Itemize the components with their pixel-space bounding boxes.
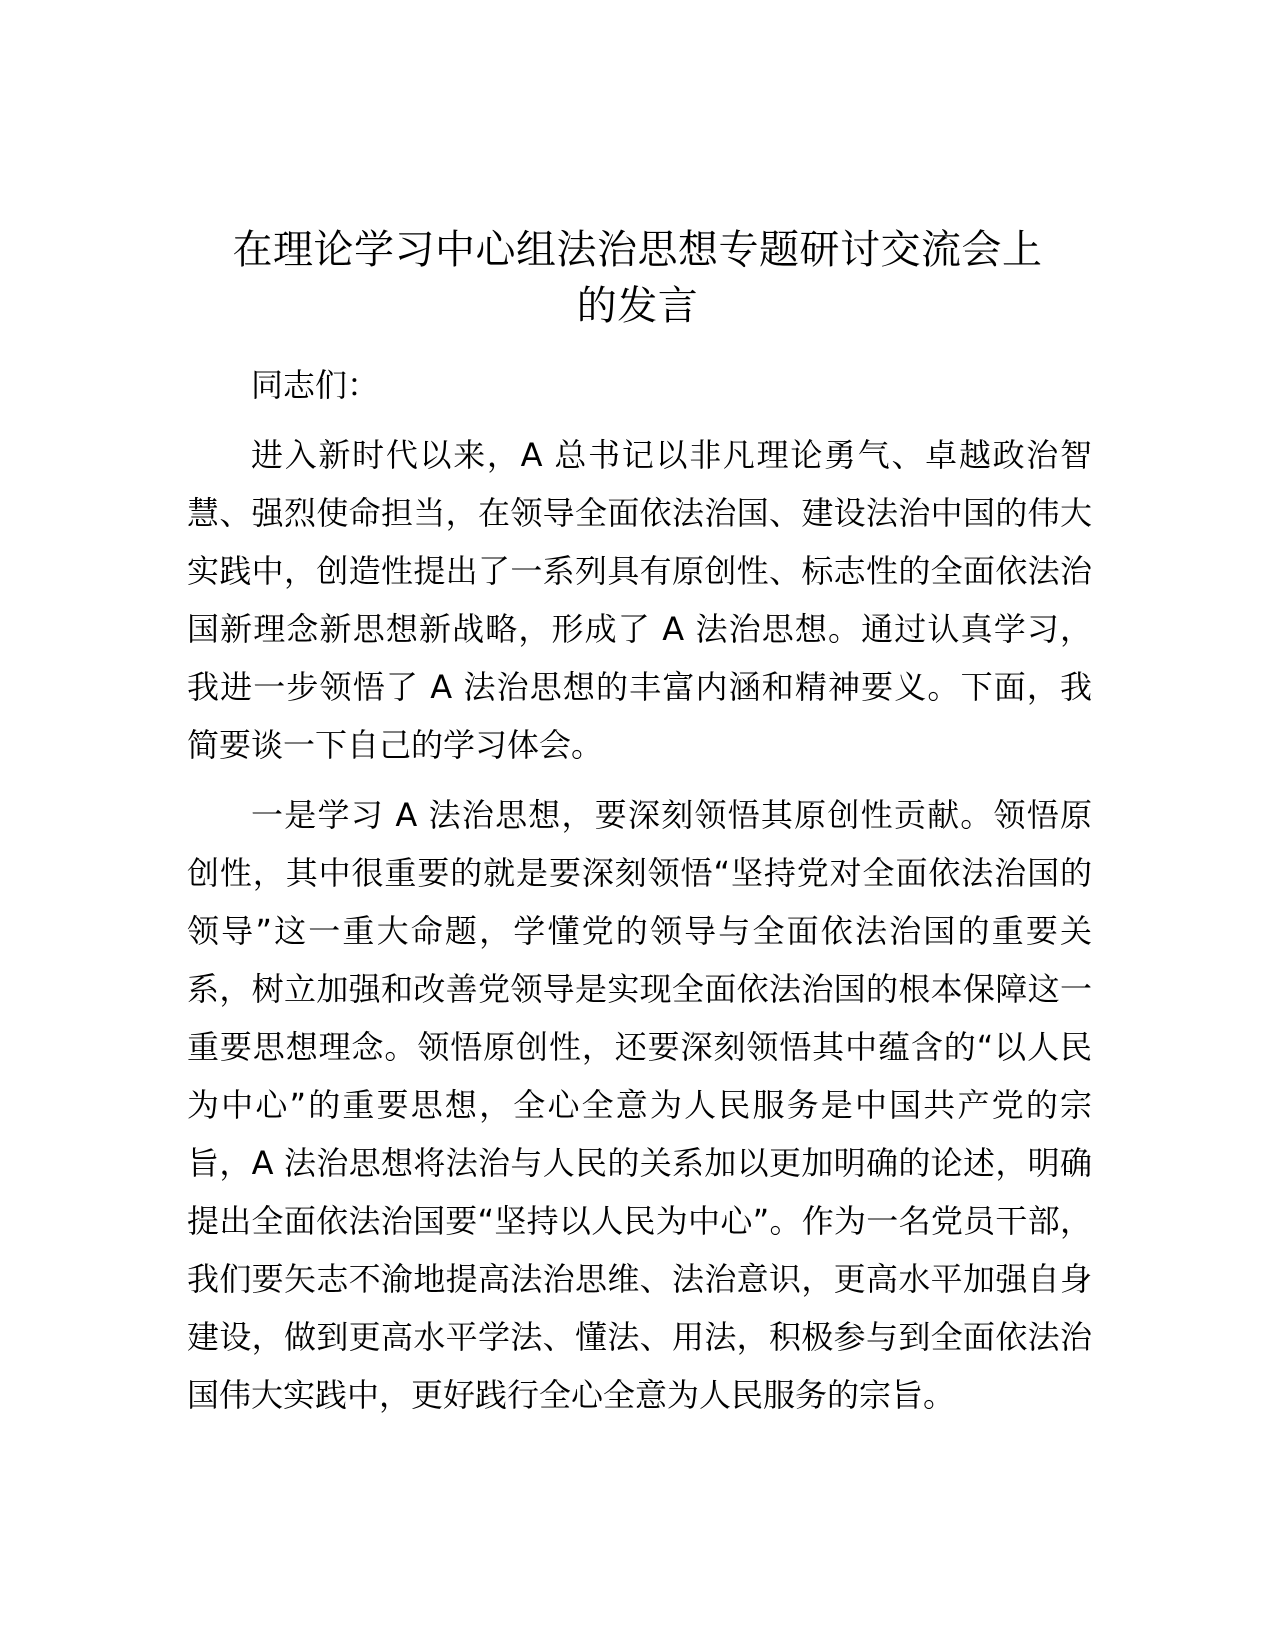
paragraph-intro: 进入新时代以来，A 总书记以非凡理论勇气、卓越政治智慧、强烈使命担当，在领导全面依法治国、建设法治中国的伟大实践中，创造性提出了一系列具有原创性、标志性的全面依法治国新理念新思想新战略，形成了 A 法治思想。通过认真学习，我进一步领悟了 A 法治思想的丰富内涵和精神要义。下面，我简要谈一下自己的学习体会。 [187,436,1092,764]
document-body [187,356,1092,1436]
title-line-2: 的发言 [576,283,699,329]
paragraph-point-one: 一是学习 A 法治思想，要深刻领悟其原创性贡献。领悟原创性，其中很重要的就是要深刻领悟“坚持党对全面依法治国的领导”这一重大命题，学懂党的领导与全面依法治国的重要关系，树立加强和改善党领导是实现全面依法治国的根本保障这一重要思想理念。领悟原创性，还要深刻领悟其中蕴含的“以人民为中心”的重要思想，全心全意为人民服务是中国共产党的宗旨，A 法治思想将法治与人民的关系加以更加明确的论述，明确提出全面依法治国要“坚持以人民为中心”。作为一名党员干部，我们要矢志不渝地提高法治思维、法治意识，更高水平加强自身建设，做到更高水平学法、懂法、用法，积极参与到全面依法治国伟大实践中，更好践行全心全意为人民服务的宗旨。 [187,796,1092,1414]
document-title [150,222,1125,334]
title-line-1: 在理论学习中心组法治思想专题研讨交流会上 [232,227,1043,273]
salutation: 同志们： [251,366,380,404]
